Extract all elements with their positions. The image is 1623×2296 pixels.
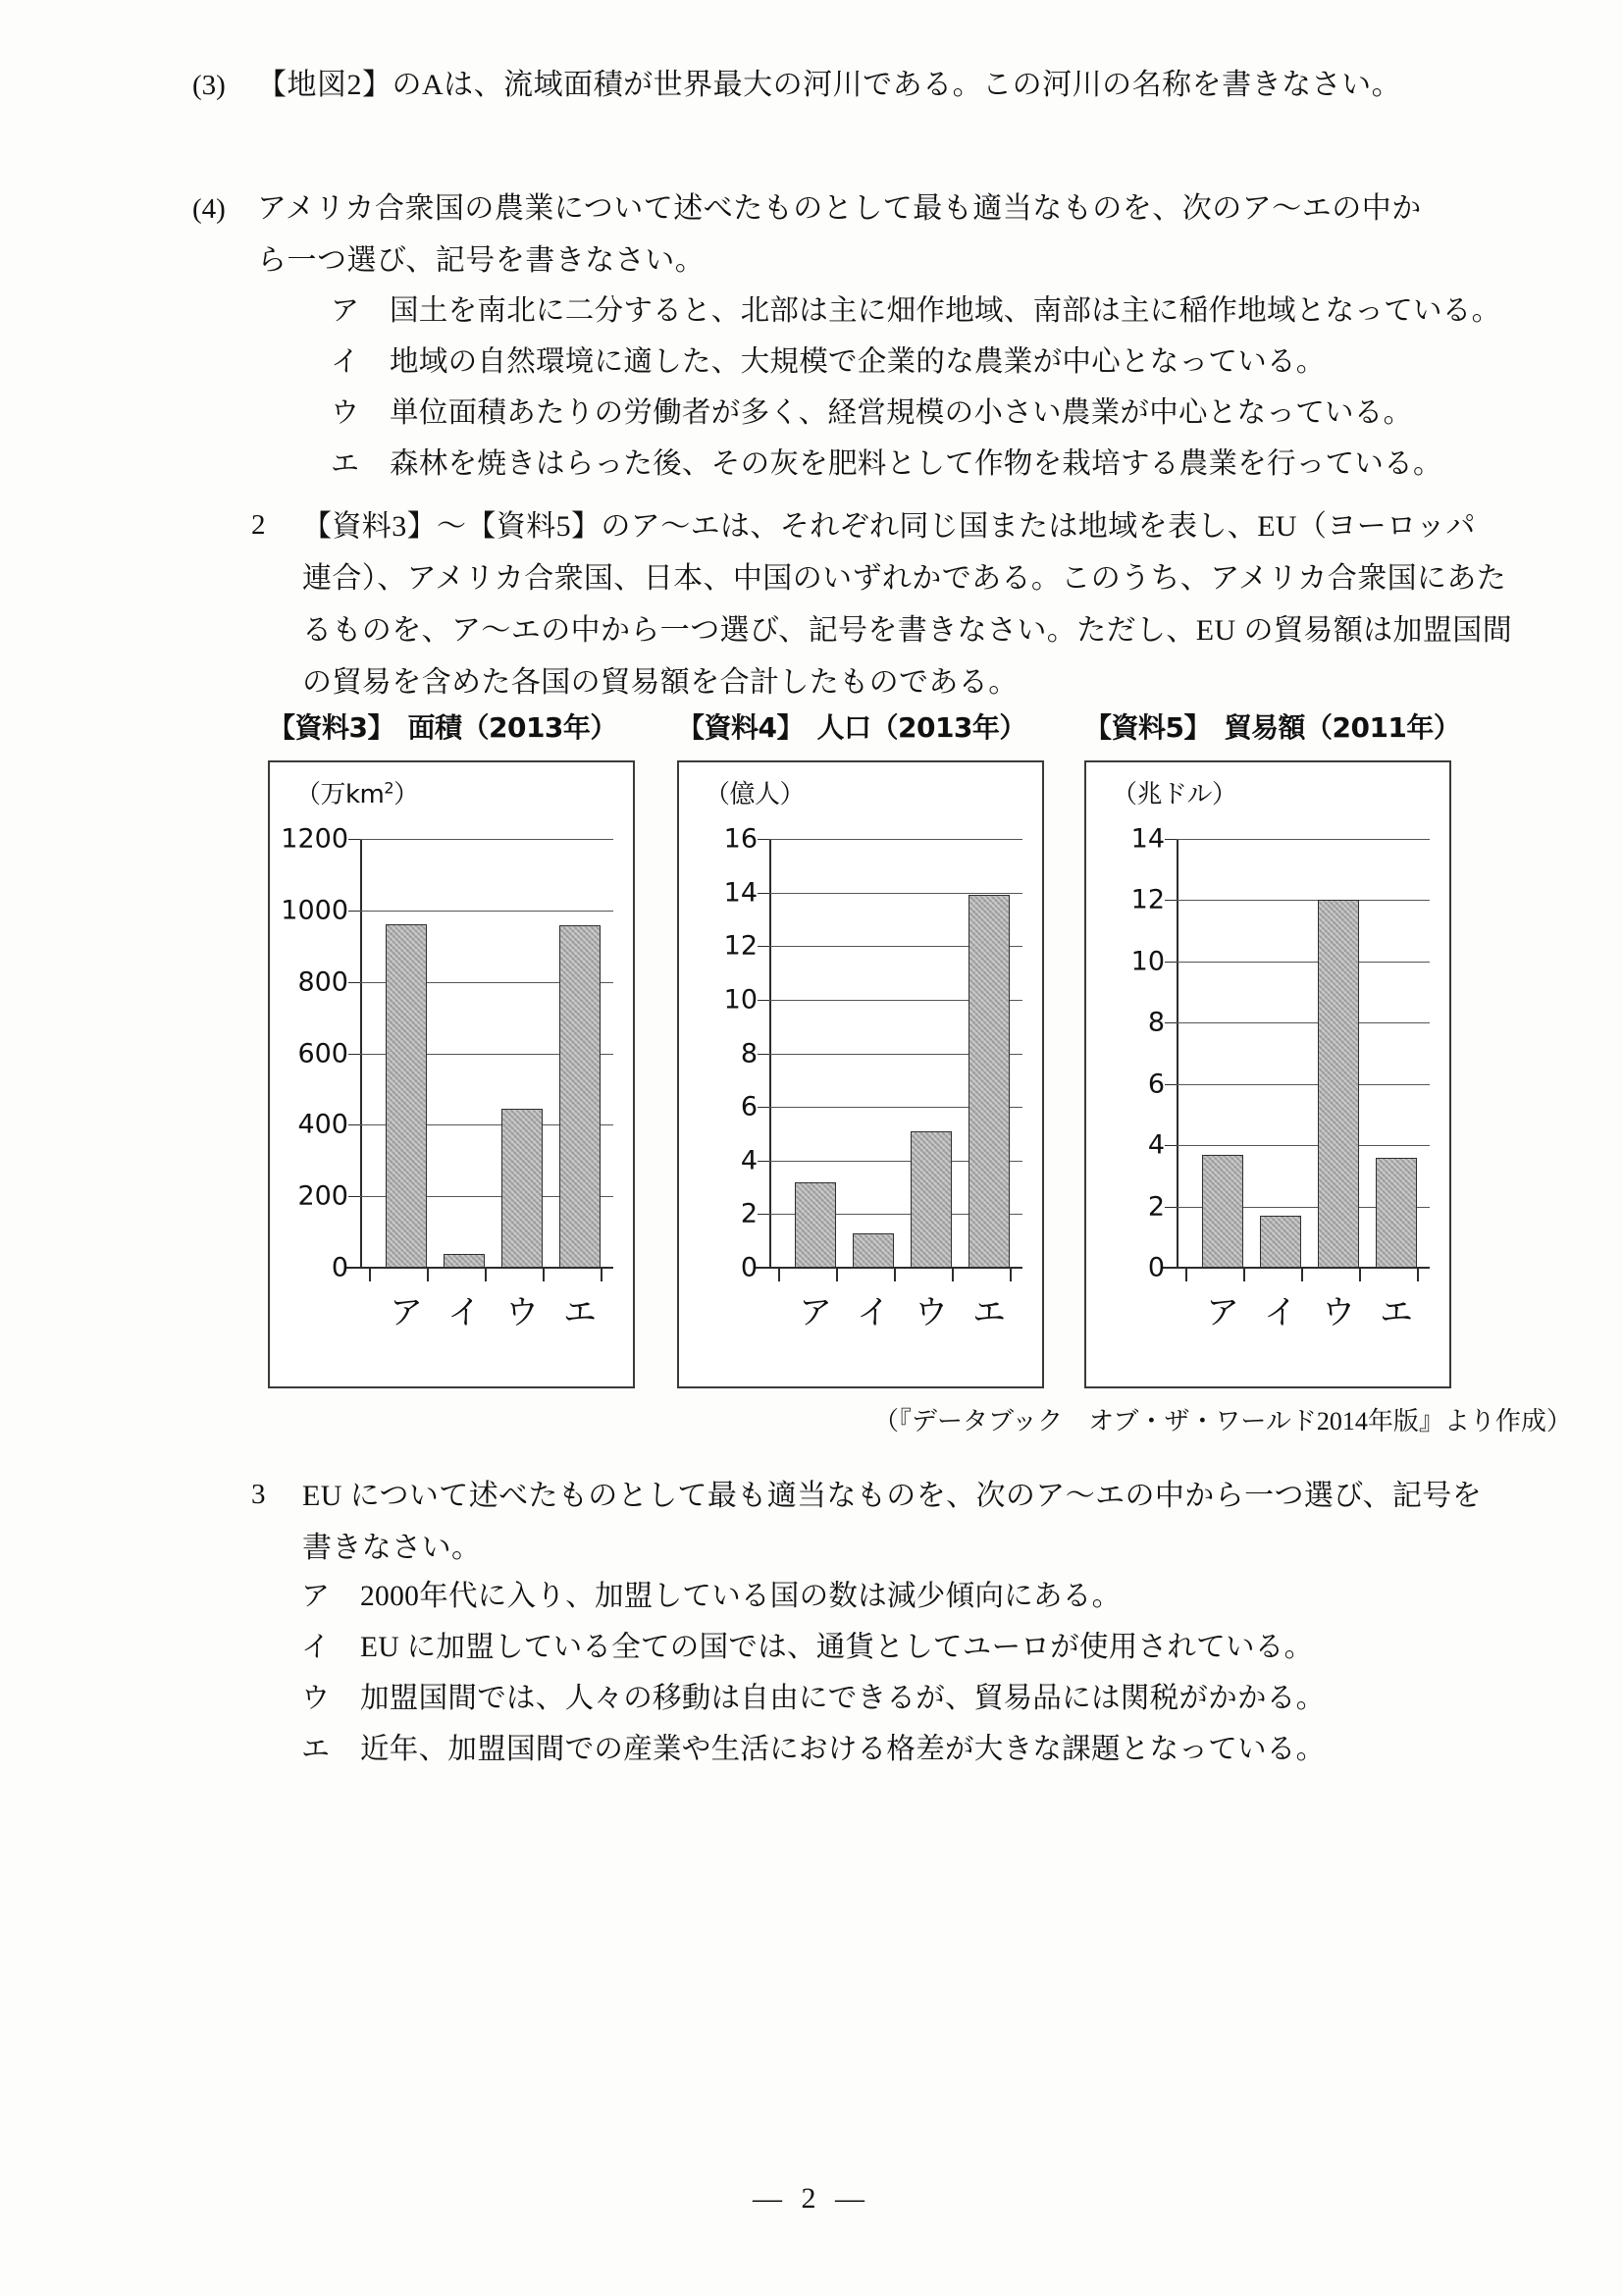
gridline bbox=[769, 893, 1022, 894]
chart-2-unit-label: （億人） bbox=[705, 780, 806, 809]
chart-3-ytick-12: 12 bbox=[1130, 884, 1165, 915]
gridline bbox=[360, 839, 613, 840]
chart-3-unit-label: （兆ドル） bbox=[1112, 780, 1237, 809]
chart-2-ytick-6: 6 bbox=[740, 1091, 758, 1122]
chart-2-xlabel-a: ア bbox=[799, 1293, 832, 1332]
gridline bbox=[1177, 900, 1430, 901]
chart-3-plot bbox=[1130, 823, 1430, 1283]
chart-2-ytick-14: 14 bbox=[723, 877, 758, 909]
chart-3-bar-i bbox=[1260, 1216, 1301, 1268]
chart-2-bar-a bbox=[795, 1182, 836, 1268]
chart-3-ytick-0: 0 bbox=[1147, 1252, 1165, 1283]
chart-1-ytick-400: 400 bbox=[297, 1109, 348, 1140]
chart-2-ytick-4: 4 bbox=[740, 1145, 758, 1176]
x-tick bbox=[1185, 1268, 1187, 1281]
chart-3-ytick-8: 8 bbox=[1147, 1007, 1165, 1038]
section-2-line2: 連合）、アメリカ合衆国、日本、中国のいずれかである。このうち、アメリカ合衆国にあた bbox=[302, 562, 1507, 595]
chart-3-bar-a bbox=[1202, 1155, 1243, 1269]
section-3-option-u-label: ウ bbox=[301, 1683, 331, 1714]
chart-2-bar-e bbox=[969, 895, 1010, 1268]
chart-1-xlabel-u: ウ bbox=[505, 1293, 539, 1332]
chart-3-xlabel-a: ア bbox=[1206, 1293, 1239, 1332]
gridline bbox=[1177, 1145, 1430, 1146]
chart-2-title: 【資料4】 人口（2013年） bbox=[677, 711, 1026, 744]
gridline bbox=[1177, 962, 1430, 963]
section-2-line3: るものを、ア〜エの中から一つ選び、記号を書きなさい。ただし、EU の貿易額は加盟国間 bbox=[302, 614, 1513, 647]
gridline bbox=[769, 839, 1022, 840]
x-tick bbox=[836, 1268, 838, 1281]
gridline bbox=[1177, 1084, 1430, 1085]
section-3-option-e-text: 近年、加盟国間での産業や生活における格差が大きな課題となっている。 bbox=[360, 1734, 1326, 1765]
question-4-option-a-text: 国土を南北に二分すると、北部は主に畑作地域、南部は主に稲作地域となっている。 bbox=[390, 295, 1501, 327]
chart-1-ytick-1200: 1200 bbox=[281, 823, 348, 855]
chart-3-title: 【資料5】 貿易額（2011年） bbox=[1084, 711, 1461, 744]
chart-1-xlabel-a: ア bbox=[390, 1293, 423, 1332]
chart-2-xlabel-i: イ bbox=[857, 1293, 890, 1332]
question-3-text: 【地図2】のAは、流域面積が世界最大の河川である。この河川の名称を書きなさい。 bbox=[257, 69, 1402, 101]
chart-1-bar-i bbox=[444, 1254, 485, 1268]
chart-1-unit-tail: ） bbox=[393, 780, 419, 809]
chart-area-figure bbox=[268, 760, 635, 1388]
gridline bbox=[1177, 1022, 1430, 1023]
chart-1-ytick-1000: 1000 bbox=[281, 895, 348, 926]
chart-3-xlabel-e: エ bbox=[1380, 1293, 1413, 1332]
section-3-line2: 書きなさい。 bbox=[302, 1532, 482, 1564]
section-2-line1: 【資料3】〜【資料5】のア〜エは、それぞれ同じ国または地域を表し、EU（ヨーロッパ bbox=[302, 510, 1476, 543]
chart-2-bar-i bbox=[853, 1233, 894, 1269]
gridline bbox=[360, 911, 613, 912]
question-4-option-e-text: 森林を焼きはらった後、その灰を肥料として作物を栽培する農業を行っている。 bbox=[390, 448, 1442, 480]
chart-2-ytick-2: 2 bbox=[740, 1198, 758, 1229]
question-3-number: (3) bbox=[192, 70, 226, 101]
section-3-option-a-label: ア bbox=[301, 1581, 331, 1612]
x-tick bbox=[1417, 1268, 1419, 1281]
chart-3-y-axis bbox=[1177, 839, 1178, 1268]
chart-3-ytick-6: 6 bbox=[1147, 1069, 1165, 1100]
x-tick bbox=[778, 1268, 780, 1281]
chart-2-ytick-0: 0 bbox=[740, 1252, 758, 1283]
chart-1-bar-u bbox=[501, 1109, 543, 1268]
chart-1-ytick-800: 800 bbox=[297, 966, 348, 998]
x-tick bbox=[894, 1268, 896, 1281]
chart-3-xlabel-i: イ bbox=[1264, 1293, 1297, 1332]
chart-1-ytick-600: 600 bbox=[297, 1038, 348, 1069]
chart-2-ytick-10: 10 bbox=[723, 984, 758, 1016]
gridline bbox=[1177, 839, 1430, 840]
x-tick bbox=[1010, 1268, 1012, 1281]
x-tick bbox=[369, 1268, 371, 1281]
chart-1-ytick-0: 0 bbox=[331, 1252, 348, 1283]
question-4-text-line2: ら一つ選び、記号を書きなさい。 bbox=[257, 244, 706, 277]
chart-2-ytick-12: 12 bbox=[723, 930, 758, 962]
question-4-option-u-label: ウ bbox=[331, 397, 360, 429]
chart-1-unit-label bbox=[295, 774, 419, 810]
chart-1-xlabel-e: エ bbox=[563, 1293, 597, 1332]
x-tick bbox=[952, 1268, 954, 1281]
chart-1-plot bbox=[281, 823, 613, 1283]
x-tick bbox=[543, 1268, 545, 1281]
x-tick bbox=[485, 1268, 487, 1281]
question-4-option-i-label: イ bbox=[331, 346, 360, 378]
chart-3-ytick-10: 10 bbox=[1130, 946, 1165, 977]
chart-1-bar-a bbox=[386, 924, 427, 1268]
chart-trade-figure bbox=[1084, 760, 1451, 1388]
chart-3-ytick-4: 4 bbox=[1147, 1129, 1165, 1161]
section-3-option-i-label: イ bbox=[301, 1632, 331, 1663]
x-tick bbox=[1301, 1268, 1303, 1281]
x-tick bbox=[1243, 1268, 1245, 1281]
chart-3-ytick-2: 2 bbox=[1147, 1191, 1165, 1223]
section-2-line4: の貿易を含めた各国の貿易額を合計したものである。 bbox=[302, 666, 1019, 699]
section-3-option-e-label: エ bbox=[301, 1734, 331, 1765]
section-3-option-i-text: EU に加盟している全ての国では、通貨としてユーロが使用されている。 bbox=[360, 1632, 1314, 1663]
question-4-option-u-text: 単位面積あたりの労働者が多く、経営規模の小さい農業が中心となっている。 bbox=[390, 397, 1413, 429]
x-tick bbox=[427, 1268, 429, 1281]
section-3-number: 3 bbox=[251, 1479, 266, 1510]
chart-2-xlabel-e: エ bbox=[972, 1293, 1006, 1332]
question-4-number: (4) bbox=[192, 193, 226, 225]
question-4-text-line1: アメリカ合衆国の農業について述べたものとして最も適当なものを、次のア〜エの中か bbox=[257, 192, 1422, 225]
section-2-number: 2 bbox=[251, 509, 266, 541]
chart-2-xlabel-u: ウ bbox=[915, 1293, 948, 1332]
section-3-option-a-text: 2000年代に入り、加盟している国の数は減少傾向にある。 bbox=[360, 1581, 1122, 1612]
page-number: — 2 — bbox=[753, 2182, 870, 2215]
chart-1-title: 【資料3】 面積（2013年） bbox=[268, 711, 617, 744]
question-4-option-a-label: ア bbox=[331, 295, 360, 327]
chart-1-xlabel-i: イ bbox=[447, 1293, 481, 1332]
chart-2-ytick-16: 16 bbox=[723, 823, 758, 855]
chart-1-unit-main: （万km bbox=[295, 780, 385, 809]
chart-3-xlabel-u: ウ bbox=[1322, 1293, 1355, 1332]
chart-population-figure bbox=[677, 760, 1044, 1388]
chart-source-note: （『データブック オブ・ザ・ワールド2014年版』より作成） bbox=[873, 1407, 1572, 1435]
question-4-option-i-text: 地域の自然環境に適した、大規模で企業的な農業が中心となっている。 bbox=[390, 346, 1326, 378]
x-tick bbox=[601, 1268, 602, 1281]
chart-1-bar-e bbox=[559, 925, 601, 1268]
chart-2-bar-u bbox=[911, 1131, 952, 1268]
chart-3-bar-e bbox=[1376, 1158, 1417, 1268]
chart-3-ytick-14: 14 bbox=[1130, 823, 1165, 855]
section-3-option-u-text: 加盟国間では、人々の移動は自由にできるが、貿易品には関税がかかる。 bbox=[360, 1683, 1326, 1714]
chart-2-ytick-8: 8 bbox=[740, 1038, 758, 1069]
question-4-option-e-label: エ bbox=[331, 448, 360, 480]
chart-3-bar-u bbox=[1318, 900, 1359, 1268]
x-tick bbox=[1359, 1268, 1361, 1281]
section-3-line1: EU について述べたものとして最も適当なものを、次のア〜エの中から一つ選び、記号を bbox=[302, 1480, 1483, 1512]
chart-1-ytick-200: 200 bbox=[297, 1180, 348, 1212]
chart-2-plot bbox=[723, 823, 1022, 1283]
chart-1-unit-sup: 2 bbox=[384, 778, 394, 798]
